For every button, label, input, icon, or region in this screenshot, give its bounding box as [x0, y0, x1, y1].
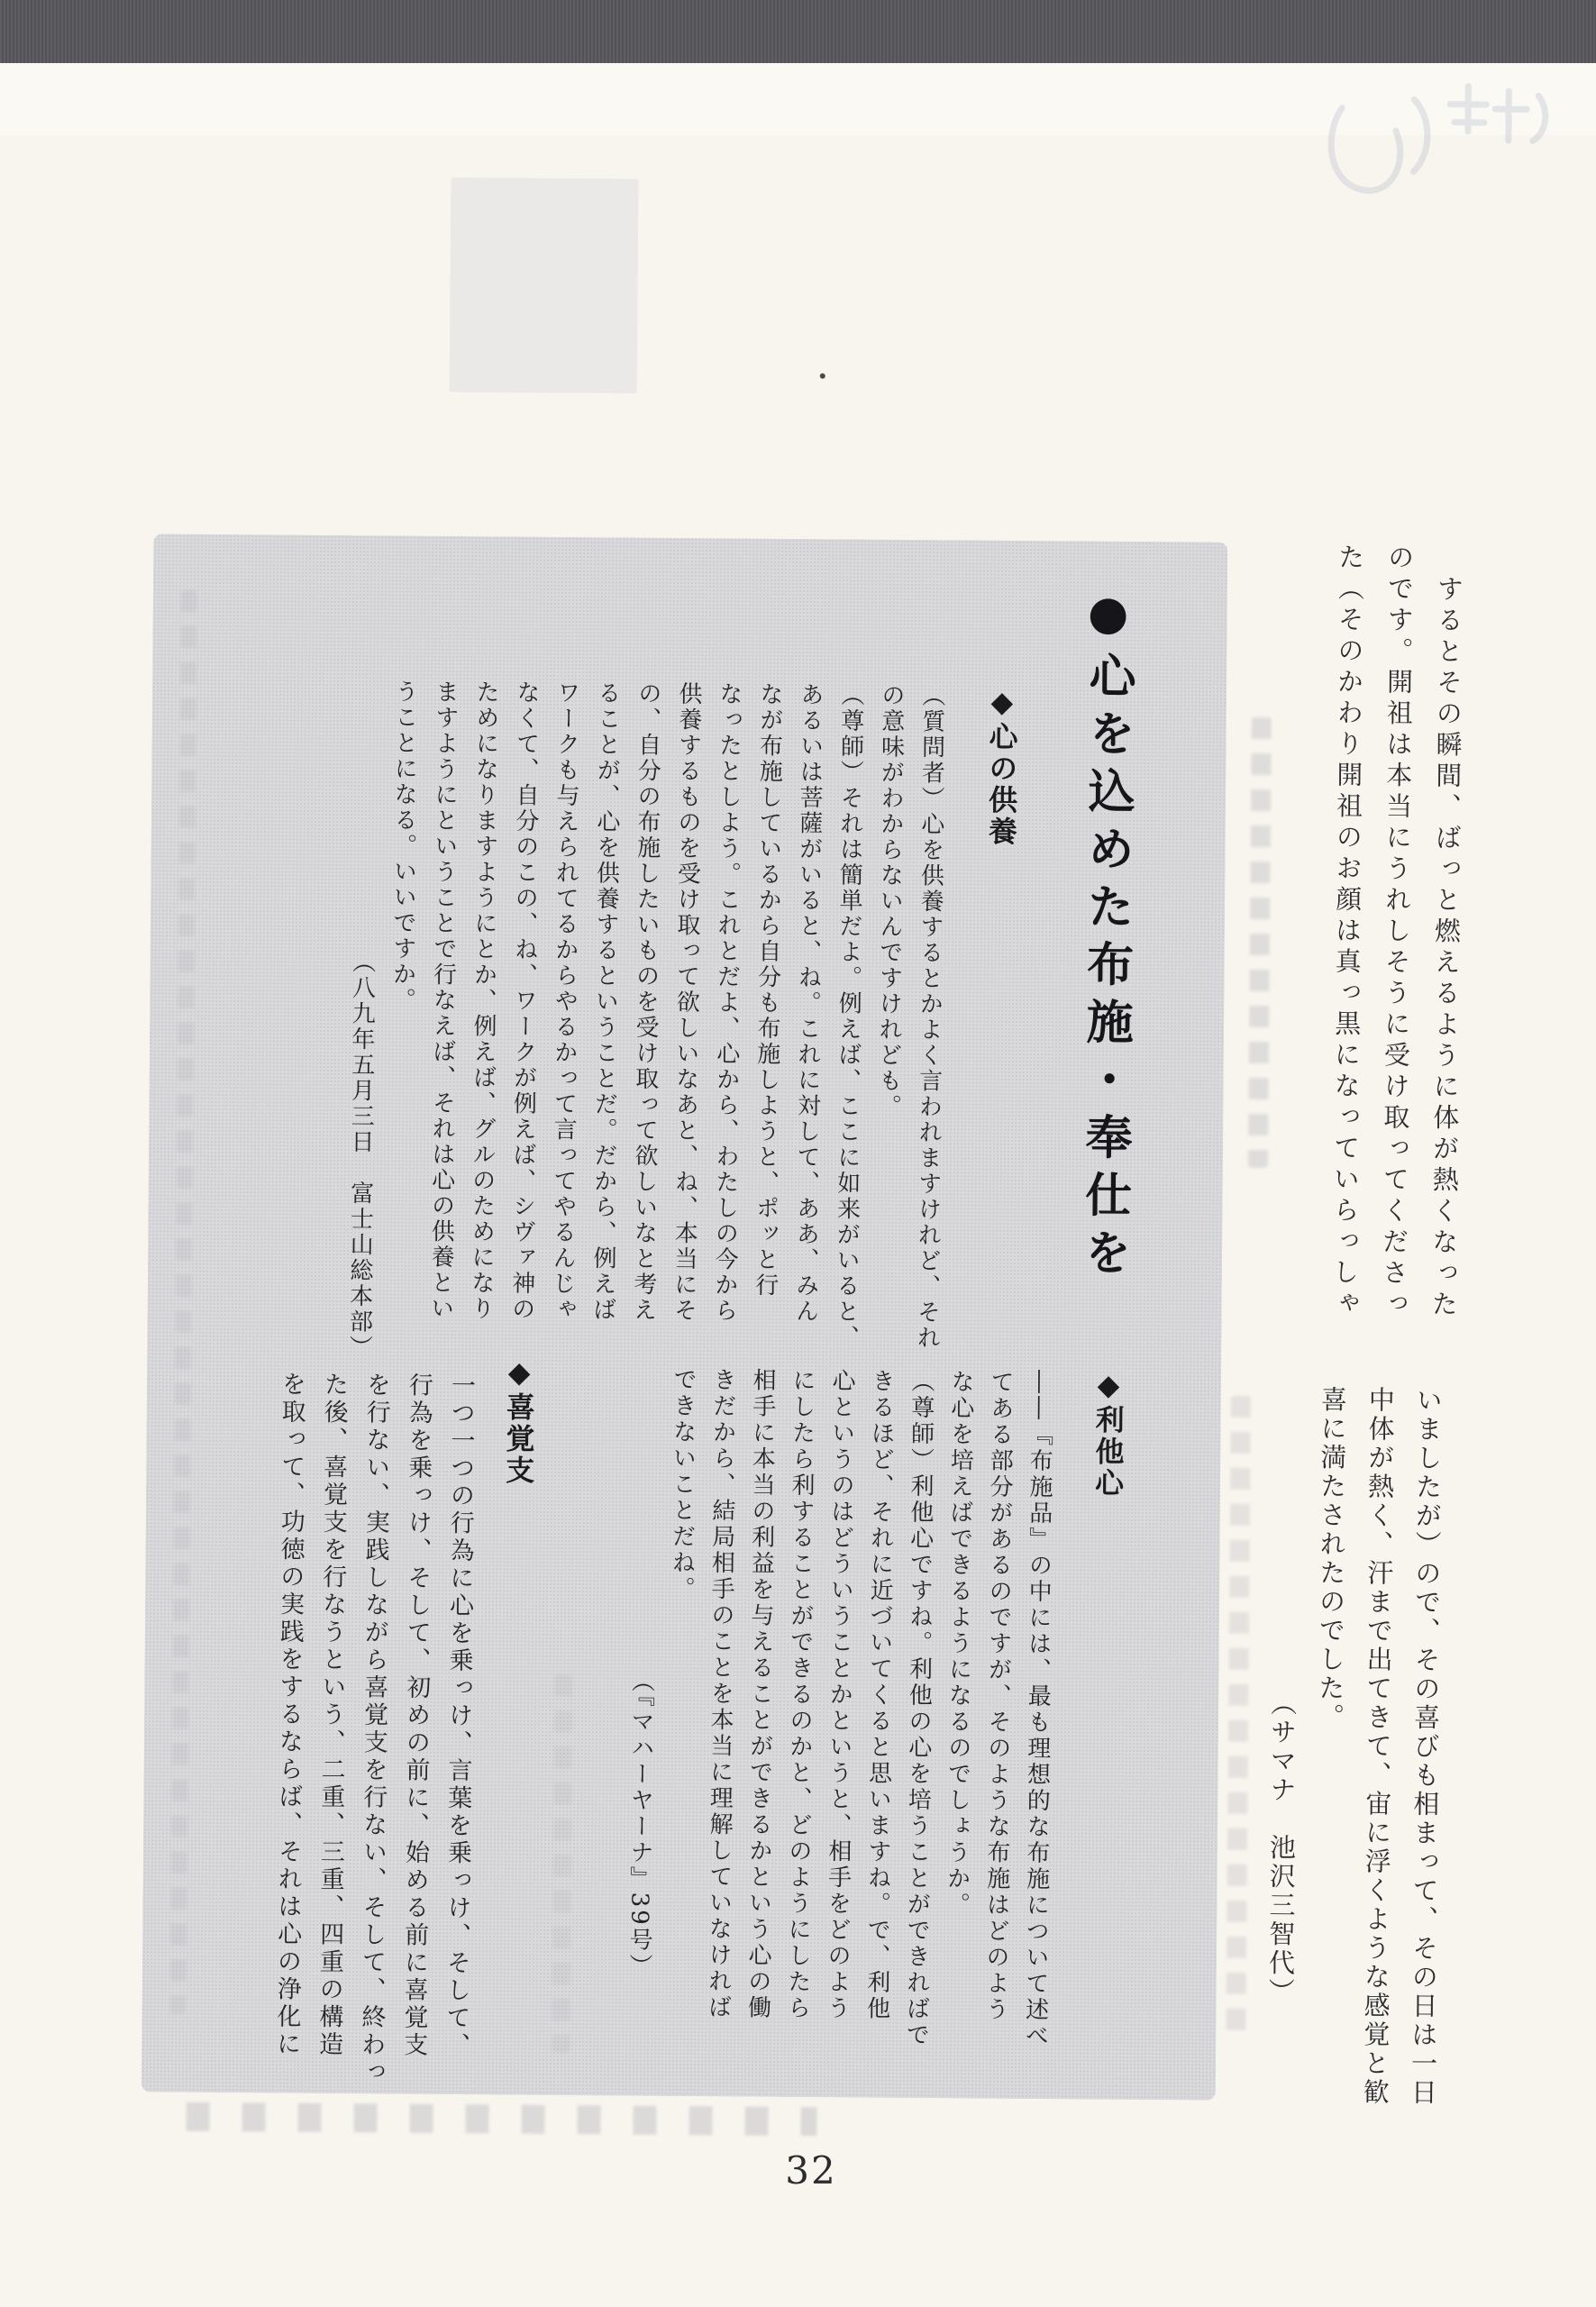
- feature-title: ●心を込めた布施・奉仕を: [1075, 586, 1135, 1286]
- text-column: なが布施しているから自分も布施しようと、ポッと行: [751, 681, 784, 1299]
- text-column: なくて、自分のこの、ね、ワークが例えば、シヴァ神の: [507, 679, 541, 1323]
- text-column: なったとしよう。これとだよ、心から、わたしの今から: [710, 681, 743, 1324]
- text-column: た後、喜覚支を行なうという、二重、三重、四重の構造: [315, 1371, 349, 2059]
- text-column-date-attribution: （八九年五月三日 富士山総本部）: [345, 679, 378, 1361]
- text-column: あるいは菩薩がいると、ね。これに対して、ああ、みん: [791, 681, 825, 1325]
- text-column: の、自分の布施したいものを受け取って欲しいなと考え: [629, 680, 662, 1324]
- text-column: 相手に本当の利益を与えることができるかという心の働: [743, 1367, 777, 2021]
- text-column: きだから、結局相手のことを本当に理解していなければ: [704, 1367, 737, 2021]
- text-column-source-attribution: （『マハーヤーナ』39号）: [625, 1366, 658, 1980]
- ink-speck: [820, 373, 825, 378]
- text-showthrough-ghost: [186, 2102, 816, 2136]
- section-heading-ritashin: ◆利他心: [1090, 1367, 1126, 1500]
- text-column: にしたら利することができるのかと、どのようにしたら: [783, 1367, 816, 2022]
- text-column: 行為を乗っけ、そして、初めの前に、始める前に喜覚支: [399, 1372, 433, 2060]
- text-column: ますようにということで行なえば、それは心の供養とい: [426, 679, 460, 1322]
- text-column: のです。開祖は本当にうれしそうに受け取ってくださっ: [1378, 543, 1416, 1321]
- section-body-ritashin: [618, 1366, 1060, 2091]
- text-column: ためになりますようにとか、例えば、グルのためになり: [467, 679, 500, 1322]
- text-column: （尊師）利他心ですね。利他の心を培うことができればで: [902, 1368, 935, 2049]
- text-column: うことになる。いいですか。: [388, 679, 419, 1014]
- text-column: てある部分があるのですが、そのような布施はどのよう: [981, 1369, 1015, 2023]
- ghost-handwriting: [1305, 53, 1576, 226]
- text-column: ワークも与えられてるからやるかって言ってやるんじゃ: [548, 679, 581, 1323]
- section-body-kikakushi: [265, 1371, 482, 2102]
- margin-paragraph-2: [1255, 1385, 1452, 2121]
- text-showthrough-ghost: [1248, 717, 1272, 1168]
- text-column: 一つ一つの行為に心を乗っけ、言葉を乗っけ、そして、: [442, 1372, 476, 2060]
- text-column: 中体が熱く、汗まで出てきて、宙に浮くような感覚と歓: [1359, 1385, 1396, 2108]
- section-heading-kokoro-no-kuyo: ◆心の供養: [983, 684, 1020, 848]
- text-showthrough-ghost: [552, 1674, 572, 2053]
- text-column: きるほど、それに近づいてくると思いますね。で、利他: [862, 1368, 896, 2022]
- section-heading-kikakushi: ◆喜覚支: [501, 1354, 537, 1487]
- page-number: 32: [785, 2148, 837, 2193]
- text-column: ることが、心を供養するということだ。だから、例えば: [588, 680, 622, 1323]
- text-column: （尊師）それは簡単だよ。例えば、ここに如来がいると、: [832, 682, 865, 1351]
- text-column: 供養するものを受け取って欲しいなあと、ね、本当にそ: [670, 680, 703, 1324]
- text-column: を行ない、実践しながら喜覚支を行ない、そして、終わっ: [356, 1372, 391, 2087]
- text-column: ――『布施品』の中には、最も理想的な布施について述べ: [1021, 1369, 1054, 2050]
- margin-paragraph-1: [1318, 543, 1473, 1391]
- text-column: 喜に満たされたのでした。: [1314, 1385, 1348, 1732]
- text-column: の意味がわからないんですけれども。: [874, 682, 906, 1120]
- text-column: するとその瞬間、ばっと燃えるように体が熱くなった: [1427, 543, 1465, 1322]
- text-column-author-attribution: （サマナ 池沢三智代）: [1264, 1385, 1300, 2007]
- text-column: な心を培えばできるようになるのでしょうか。: [943, 1369, 975, 1919]
- text-column: を取って、功徳の実践をするならば、それは心の浄化に: [272, 1371, 306, 2059]
- photo-showthrough-ghost: [450, 178, 639, 394]
- text-column: いましたが）ので、その喜びも相まって、その日は一日: [1407, 1386, 1444, 2108]
- text-showthrough-ghost: [1226, 1396, 1251, 2045]
- text-column: 心というのはどういうことかというと、相手をどのよう: [823, 1368, 856, 2022]
- text-column: （質問者）心を供養するとかよく言われますけれど、それ: [913, 683, 946, 1352]
- section-body-kokoro-no-kuyo: [338, 679, 952, 1395]
- text-column: できないことだね。: [668, 1366, 698, 1603]
- text-column: た（そのかわり開祖のお顔は真っ黒になっていらっしゃ: [1328, 543, 1366, 1321]
